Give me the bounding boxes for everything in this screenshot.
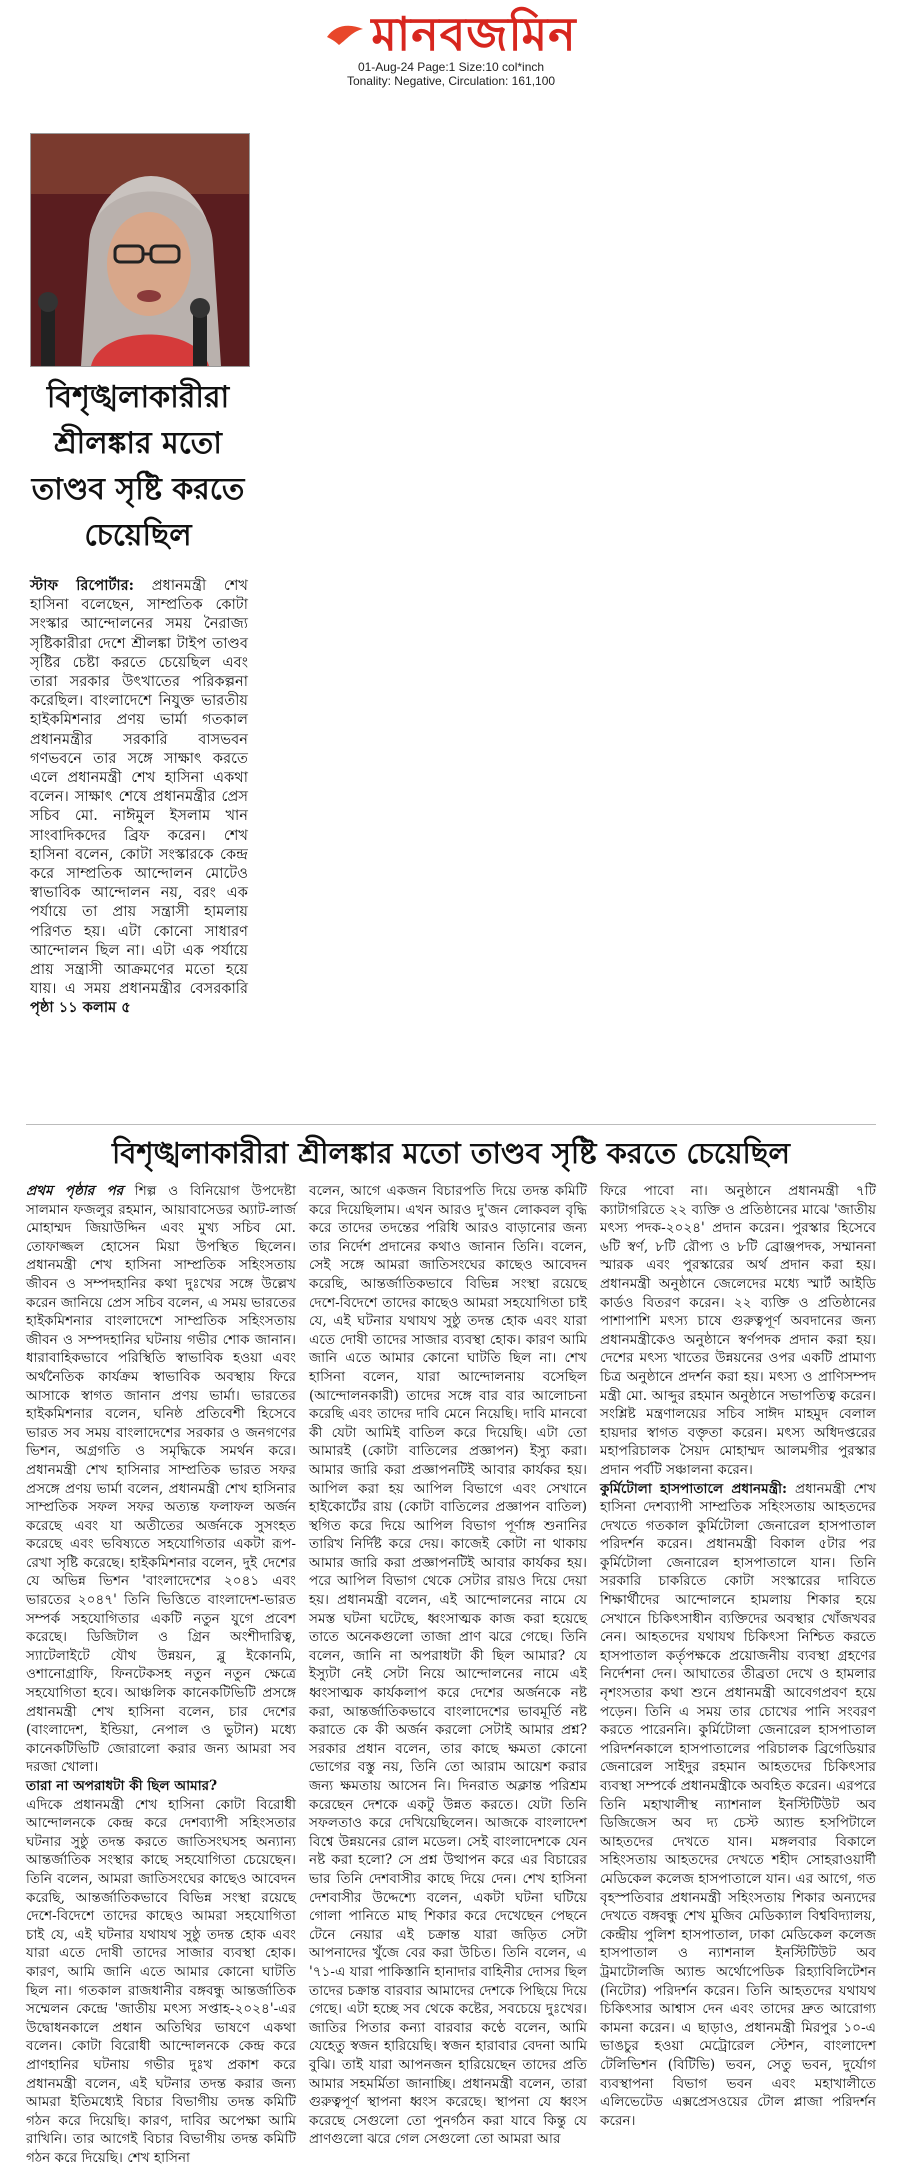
body-text: এদিকে প্রধানমন্ত্রী শেখ হাসিনা কোটা বিরোধী আন্দোলনকে কেন্দ্র করে দেশব্যাপী সহিংসতার ঘটনার সুষ্ঠু তদন্ত করতে জাতিসংঘসহ অন্যান্য আন্তর্জাতিক সংস্থার কাছে সহযোগিতা চেয়েছেন। তিনি বলেন, আমরা জাতিসংঘের কাছেও আবেদন করেছি, আন্তর্জাতিকভাবে বিভিন্ন সংস্থা রয়েছে দেশে-বিদেশে তাদের কাছেও আমরা সহযোগিতা চাই যে, এই ঘটনার যথাযথ সুষ্ঠু তদন্ত হোক এবং যারা এতে দোষী তাদের সাজার ব্যবস্থা হোক। কারণ, আমি জানি এতে আমার কোনো ঘাটতি ছিল না। গতকাল রাজধানীর বঙ্গবন্ধু আন্তর্জাতিক সম্মেলন কেন্দ্রে 'জাতীয় মৎস্য সপ্তাহ-২০২৪'-এর উদ্বোধনকালে প্রধান অতিথির ভাষণে একথা বলেন। কোটা বিরোধী আন্দোলনকে কেন্দ্র করে প্রাণহানির ঘটনায় গভীর দুঃখ প্রকাশ করে প্রধানমন্ত্রী বলেন, এই ঘটনার তদন্ত করার জন্য আমরা ইতিমধ্যেই বিচার বিভাগীয় তদন্ত কমিটি গঠন করে দিয়েছি। কারণ, দাবির অপেক্ষা আমি রাখিনি। তার আগেই বিচার বিভাগীয় তদন্ত কমিটি গঠন করে দিয়েছি। শেখ হাসিনা: [26, 1796, 296, 2166]
continuation-column-3: [600, 1182, 876, 2129]
continuation-column-1: [26, 1182, 297, 2166]
body-text: শিল্প ও বিনিয়োগ উপদেষ্টা সালমান ফজলুর রহমান, আয়াবাসেডর অ্যাট-লার্জ মোহাম্মদ জিয়াউদ্দিন এবং মুখ্য সচিব মো. তোফাজ্জল হোসেন মিয়া উপস্থিত ছিলেন। প্রধানমন্ত্রী শেখ হাসিনা সাম্প্রতিক সহিংসতায় জীবন ও সম্পদহানির কথা দুঃখের সঙ্গে উল্লেখ করেন জানিয়ে প্রেস সচিব বলেন, এ সময় ভারতের হাইকমিশনার বাংলাদেশে সাম্প্রতিক সহিংসতায় জীবন ও সম্পদহানির ঘটনায় গভীর শোক জানান। ধারাবাহিকভাবে পরিস্থিতি স্বাভাবিক হওয়া এবং অর্থনৈতিক কার্যক্রম স্বাভাবিক অবস্থায় ফিরে আসাকে স্বাগত জানান প্রণয় ভার্মা। ভারতের হাইকমিশনার বলেন, ঘনিষ্ঠ প্রতিবেশী হিসেবে ভারত সব সময় বাংলাদেশের সরকার ও জনগণের ভিশন, অগ্রগতি ও সমৃদ্ধিকে সমর্থন করে। প্রধানমন্ত্রী শেখ হাসিনার সাম্প্রতিক ভারত সফর প্রসঙ্গে প্রণয় ভার্মা বলেন, প্রধানমন্ত্রী শেখ হাসিনার সাম্প্রতিক সফল সফর অত্যন্ত ফলাফল অর্জন করেছে এবং যা অতীতের অর্জনকে সুসংহত করেছে এবং ভবিষ্যতে সহযোগিতার একটা রূপ-রেখা সৃষ্টি করেছে। হাইকমিশনার বলেন, দুই দেশের যে অভিন্ন ভিশন 'বাংলাদেশের ২০৪১ এবং ভারতের ২০৪৭' তিনি ভিত্তিতে বাংলাদেশ-ভারত সম্পর্ক সহযোগিতার একটি নতুন যুগে প্রবেশ করেছে। ডিজিটাল ও গ্রিন অংশীদারিত্ব, স্যাটেলাইটে যৌথ উন্নয়ন, ব্লু ইকোনমি, ওশানোগ্রাফি, ফিনটেকসহ নতুন নতুন ক্ষেত্রে সহযোগিতা হবে। আঞ্চলিক কানেকটিভিটি প্রসঙ্গে প্রধানমন্ত্রী শেখ হাসিনা বলেন, চার দেশের (বাংলাদেশ, ইন্ডিয়া, নেপাল ও ভুটান) মধ্যে কানেকটিভিটি জোরালো করার জন্য আমরা সব দরজা খোলা।: [26, 1183, 297, 1776]
newspaper-logo: [325, 8, 576, 60]
continuation-column-2: [309, 1182, 587, 2148]
brush-swoosh-icon: [325, 21, 365, 47]
tonality-circulation: Tonality: Negative, Circulation: 161,100: [346, 74, 556, 88]
clip-info: 01-Aug-24 Page:1 Size:10 col*inch: [357, 60, 545, 74]
continuation-headline: বিশৃঙ্খলাকারীরা শ্রীলঙ্কার মতো তাণ্ডব সৃষ্টি করতে চেয়েছিল: [111, 1136, 791, 1170]
continued-on-jump: পৃষ্ঠা ১১ কলাম ৫: [30, 999, 131, 1017]
logo-text: মানবজমিন: [371, 7, 577, 61]
reporter-byline: স্টাফ রিপোর্টার:: [30, 577, 135, 594]
lead-body: প্রধানমন্ত্রী শেখ হাসিনা বলেছেন, সাম্প্রতিক কোটা সংস্কার আন্দোলনের সময় নৈরাজ্য সৃষ্টিকারীরা দেশে শ্রীলঙ্কা টাইপ তাণ্ডব সৃষ্টির চেষ্টা করতে চেয়েছিল এবং তারা সরকার উৎখাতের পরিকল্পনা করেছিল। বাংলাদেশে নিযুক্ত ভারতীয় হাইকমিশনার প্রণয় ভার্মা গতকাল প্রধানমন্ত্রীর সরকারি বাসভবন গণভবনে তার সঙ্গে সাক্ষাৎ করতে এলে প্রধানমন্ত্রী শেখ হাসিনা একথা বলেন। সাক্ষাৎ শেষে প্রধানমন্ত্রীর প্রেস সচিব মো. নাঈমুল ইসলাম খান সাংবাদিকদের ব্রিফ করেন। শেখ হাসিনা বলেন, কোটা সংস্কারকে কেন্দ্র করে সাম্প্রতিক আন্দোলন মোটেও স্বাভাবিক আন্দোলন নয়, বরং এক পর্যায়ে তা প্রায় সন্ত্রাসী হামলায় পরিণত হয়। এটা কোনো সাধারণ আন্দোলন ছিল না। এটা এক পর্যায়ে প্রায় সন্ত্রাসী আক্রমণের মতো হয়ে যায়। এ সময় প্রধানমন্ত্রীর বেসরকারি: [30, 577, 248, 998]
body-text: ফিরে পাবো না। অনুষ্ঠানে প্রধানমন্ত্রী ৭টি ক্যাটাগরিতে ২২ ব্যক্তি ও প্রতিষ্ঠানের মাঝে 'জাতীয় মৎস্য পদক-২০২৪' প্রদান করেন। পুরস্কার হিসেবে ৬টি স্বর্ণ, ৮টি রৌপ্য ও ৮টি ব্রোঞ্জপদক, সম্মাননা স্মারক এবং পুরস্কারের অর্থ প্রদান করা হয়। প্রধানমন্ত্রী অনুষ্ঠানে জেলেদের মধ্যে স্মার্ট আইডি কার্ডও বিতরণ করেন। ২২ ব্যক্তি ও প্রতিষ্ঠানের পাশাপাশি মৎস্য চাষে গুরুত্বপূর্ণ অবদানের জন্য প্রধানমন্ত্রীকেও অনুষ্ঠানে স্বর্ণপদক প্রদান করা হয়। দেশের মৎস্য খাতের উন্নয়নের ওপর একটি প্রামাণ্য চিত্র অনুষ্ঠানে প্রদর্শন করা হয়। মৎস্য ও প্রাণিসম্পদ মন্ত্রী মো. আব্দুর রহমান অনুষ্ঠানে সভাপতিত্ব করেন। সংশ্লিষ্ট মন্ত্রণালয়ের সচিব সাঈদ মাহমুদ বেলাল হায়দার স্বাগত বক্তৃতা করেন। মৎস্য অধিদপ্তরের মহাপরিচালক সৈয়দ মোহাম্মদ আলমগীর পুরস্কার প্রদান পর্বটি সঞ্চালনা করেন।: [600, 1183, 876, 1478]
portrait-illustration: [31, 134, 249, 366]
prime-minister-photo: [30, 133, 250, 367]
article-lead-column: [30, 576, 248, 1114]
masthead: [0, 8, 902, 88]
subheading: কুর্মিটোলা হাসপাতালে প্রধানমন্ত্রী:: [600, 1480, 788, 1497]
article-headline: বিশৃঙ্খলাকারীরা শ্রীলঙ্কার মতো তাণ্ডব সৃষ্টি করতে চেয়েছিল: [31, 380, 245, 553]
body-text: প্রধানমন্ত্রী শেখ হাসিনা দেশব্যাপী সাম্প্রতিক সহিংসতায় আহতদের দেখতে গতকাল কুর্মিটোলা জেনারেল হাসপাতাল পরিদর্শন করেন। প্রধানমন্ত্রী বিকাল ৫টার পর কুর্মিটোলা জেনারেল হাসপাতালে যান। তিনি সরকারি চাকরিতে কোটা সংস্কারের দাবিতে শিক্ষার্থীদের আন্দোলনে হামলায় শিকার হয়ে সেখানে চিকিৎসাধীন ব্যক্তিদের অবস্থার খোঁজখবর নেন। আহতদের যথাযথ চিকিৎসা নিশ্চিত করতে হাসপাতাল কর্তৃপক্ষকে প্রয়োজনীয় ব্যবস্থা গ্রহণের নির্দেশনা দেন। আঘাতের তীব্রতা দেখে ও হামলার নৃশংসতার কথা শুনে প্রধানমন্ত্রী আবেগপ্রবণ হয়ে পড়েন। তিনি এ সময় তার চোখের পানি সংবরণ করতে পারেননি। কুর্মিটোলা জেনারেল হাসপাতাল পরিদর্শনকালে হাসপাতালের পরিচালক ব্রিগেডিয়ার জেনারেল সাইদুর রহমান আহতদের চিকিৎসার ব্যবস্থা সম্পর্কে প্রধানমন্ত্রীকে অবহিত করেন। এরপরে তিনি মহাখালীস্থ ন্যাশনাল ইনস্টিটিউট অব ডিজিজেস অব দ্য চেস্ট অ্যান্ড হসপিটালে আহতদের দেখতে যান। মঙ্গলবার বিকালে সহিংসতায় আহতদের দেখতে শহীদ সোহরাওয়ার্দী মেডিকেল কলেজ হাসপাতালে যান। এর আগে, গত বৃহস্পতিবার প্রধানমন্ত্রী সহিংসতায় শিকার অন্যদের দেখতে বঙ্গবন্ধু শেখ মুজিব মেডিক্যাল বিশ্ববিদ্যালয়, কেন্দ্রীয় পুলিশ হাসপাতাল, ঢাকা মেডিকেল কলেজ হাসপাতাল ও ন্যাশনাল ইনস্টিটিউট অব ট্রমাটোলজি অ্যান্ড অর্থোপেডিক রিহ্যাবিলিটেশন (নিটোর) পরিদর্শন করেন। তিনি আহতদের যথাযথ চিকিৎসার আশ্বাস দেন এবং তাদের দ্রুত আরোগ্য কামনা করেন। এ ছাড়াও, প্রধানমন্ত্রী মিরপুর ১০-এ ভাঙচুর হওয়া মেট্রোরেল স্টেশন, বাংলাদেশ টেলিভিশন (বিটিভি) ভবন, সেতু ভবন, দুর্যোগ ব্যবস্থাপনা বিভাগ ভবন এবং মহাখালীতে এলিভেটেড এক্সপ্রেসওয়ের টোল প্লাজা পরিদর্শন করেন।: [600, 1480, 876, 2129]
subheading: তারা না অপরাধটা কী ছিল আমার?: [26, 1778, 218, 1794]
body-text: বলেন, আগে একজন বিচারপতি দিয়ে তদন্ত কমিটি করে দিয়েছিলাম। এখন আরও দু'জন লোকবল বৃদ্ধি করে তাদের তদন্তের পরিধি আরও বাড়ানোর জন্য তার নির্দেশ প্রদানের কথাও জানান তিনি। বলেন, সেই সঙ্গে আমরা জাতিসংঘের কাছেও আবেদন করেছি, আন্তর্জাতিকভাবে বিভিন্ন সংস্থা রয়েছে দেশে-বিদেশে তাদের কাছেও আমরা সহযোগিতা চাই যে, এই ঘটনার যথাযথ সুষ্ঠু তদন্ত হোক এবং যারা এতে দোষী তাদের সাজার ব্যবস্থা হোক। কারণ আমি জানি এতে আমার কোনো ঘাটতি ছিল না। শেখ হাসিনা বলেন, যারা আন্দোলনায় বসেছিল (আন্দোলনকারী) তাদের সঙ্গে বার বার আলোচনা করেছি এবং তাদের দাবি মেনে নিয়েছি। দাবি মানবো কী যেটা আমিই বাতিল করে দিয়েছি। এটা তো আমারই (কোটা বাতিলের প্রজ্ঞাপন) ইস্যু করা। আমার জারি করা প্রজ্ঞাপনটিই আবার কার্যকর হয়। আপিল করা হয় আপিল বিভাগে এবং সেখানে হাইকোর্টের রায় (কোটা বাতিলের প্রজ্ঞাপন বাতিল) স্থগিত করে দিয়ে আপিল বিভাগ পূর্ণাঙ্গ শুনানির তারিখ নির্দিষ্ট করে দেয়। কাজেই কোটা না থাকায় আমার জারি করা প্রজ্ঞাপনটিই আবার কার্যকর হয়। পরে আপিল বিভাগ থেকে সেটার রায়ও দিয়ে দেয়া হয়। প্রধানমন্ত্রী বলেন, এই আন্দোলনের নামে যে সমস্ত ঘটনা ঘটেছে, ধ্বংসাত্মক কাজ করা হয়েছে তাতে অনেকগুলো তাজা প্রাণ ঝরে গেছে। তিনি বলেন, জানি না অপরাধটা কী ছিল আমার? যে ইস্যুটা নেই সেটা নিয়ে আন্দোলনের নামে এই ধ্বংসাত্মক কার্যকলাপ করে দেশের অর্জনকে নষ্ট করা, আন্তর্জাতিকভাবে বাংলাদেশের ভাবমূর্তি নষ্ট করাতে কে কী অর্জন করলো সেটাই আমার প্রশ্ন? সরকার প্রধান বলেন, তার কাছে ক্ষমতা কোনো ভোগের বস্তু নয়, তিনি তো আরাম আয়েশ করার জন্য ক্ষমতায় আসেন নি। দিনরাত অক্লান্ত পরিশ্রম করেছেন দেশকে একটু উন্নত করতে। যেটা তিনি সফলতাও করে দেখিয়েছিলেন। আজকে বাংলাদেশ বিশ্বে উন্নয়নের রোল মডেল। সেই বাংলাদেশকে যেন নষ্ট করা হলো? সে প্রশ্ন উত্থাপন করে এর বিচারের ভার তিনি দেশবাসীর কাছে দিয়ে দেন। শেখ হাসিনা দেশবাসীর উদ্দেশ্যে বলেন, একটা ঘটনা ঘটিয়ে গোলা পানিতে মাছ শিকার করে দেখেছেন পেছনে টেনে নেয়ার এই চক্রান্ত যারা জড়িত সেটা আপনাদের খুঁজে বের করা উচিত। তিনি বলেন, এ '৭১-এ যারা পাকিস্তানি হানাদার বাহিনীর দোসর ছিল তাদের চক্রান্ত বারবার আমাদের দেশকে পিছিয়ে দিয়ে গেছে। এটা হচ্ছে সব থেকে কষ্টের, সবচেয়ে দুঃখের। জাতির পিতার কন্যা বারবার কণ্ঠে বলেন, আমি যেহেতু স্বজন হারিয়েছি। স্বজন হারাবার বেদনা আমি বুঝি। তাই যারা আপনজন হারিয়েছেন তাদের প্রতি আমার সহমর্মিতা জানাচ্ছি। প্রধানমন্ত্রী বলেন, তারা গুরুত্বপূর্ণ স্থাপনা ধ্বংস করেছে। স্থাপনা যে ধ্বংস করেছে সেগুলো তো পুনর্গঠন করা যাবে কিন্তু যে প্রাণগুলো ঝরে গেল সেগুলো তো আমরা আর: [309, 1183, 587, 2148]
continued-from-tag: প্রথম পৃষ্ঠার পর: [26, 1183, 124, 1199]
section-divider: [26, 1124, 876, 1125]
